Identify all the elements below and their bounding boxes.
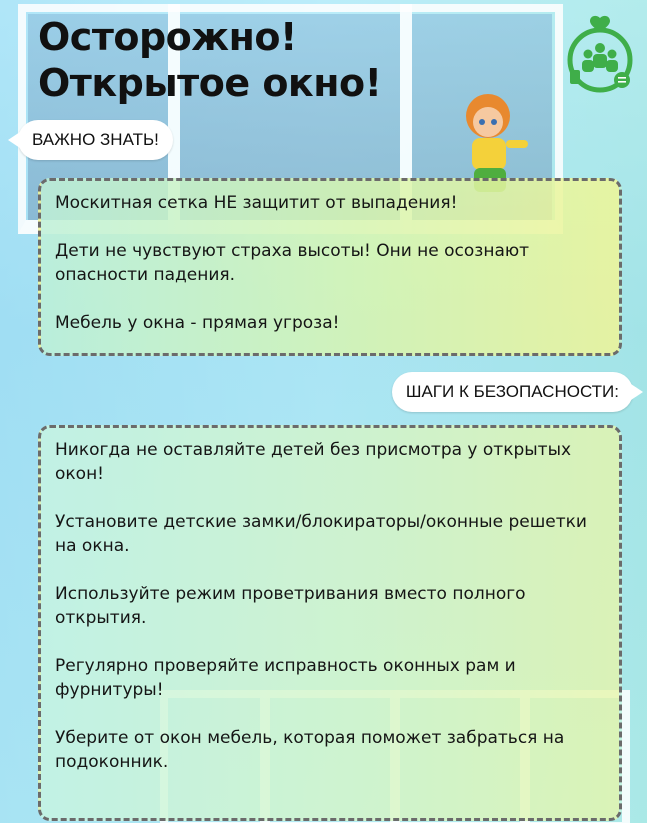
- steps-box: [38, 425, 622, 821]
- page-title: [38, 14, 381, 106]
- title-line-1: Осторожно!: [38, 15, 297, 59]
- step-item: Установите детские замки/блокираторы/оконные решетки на окна.: [55, 512, 587, 556]
- step-item: Регулярно проверяйте исправность оконных рам и фурнитуры!: [55, 656, 516, 700]
- fact-item: Москитная сетка НЕ защитит от выпадения!: [55, 193, 458, 213]
- step-item: Уберите от окон мебель, которая поможет забраться на подоконник.: [55, 728, 565, 772]
- callout-important: ВАЖНО ЗНАТЬ!: [18, 120, 173, 160]
- fact-item: Мебель у окна - прямая угроза!: [55, 313, 340, 333]
- step-item: Используйте режим проветривания вместо полного открытия.: [55, 584, 526, 628]
- community-people-icon: [566, 14, 634, 98]
- callout-steps: ШАГИ К БЕЗОПАСНОСТИ:: [392, 372, 633, 412]
- facts-box: [38, 178, 622, 356]
- step-item: Никогда не оставляйте детей без присмотра у открытых окон!: [55, 440, 572, 484]
- fact-item: Дети не чувствуют страха высоты! Они не осознают опасности падения.: [55, 241, 530, 285]
- title-line-2: Открытое окно!: [38, 61, 382, 105]
